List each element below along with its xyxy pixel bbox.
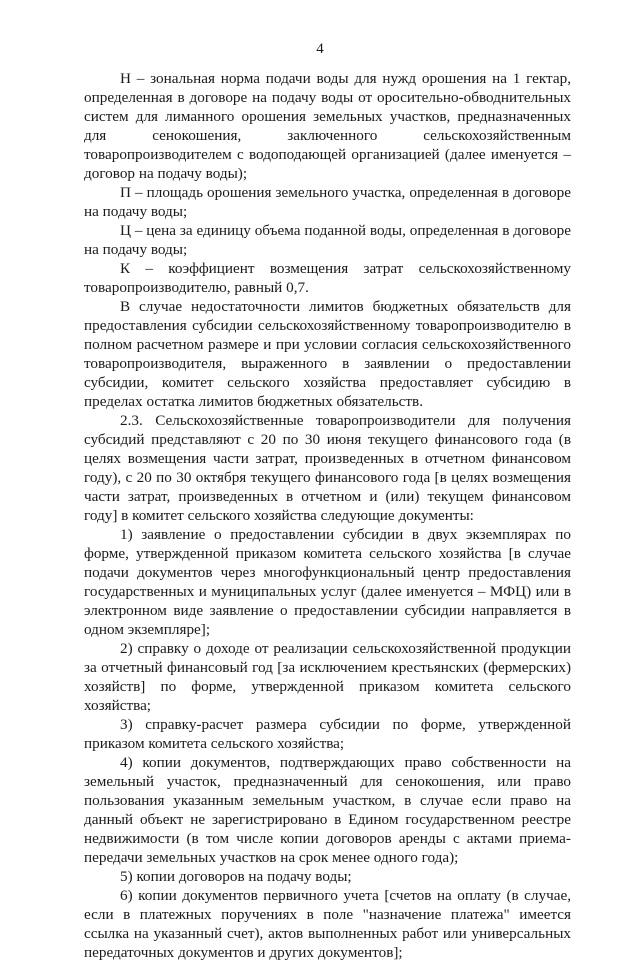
paragraph-definition-n: Н – зональная норма подачи воды для нужд орошения на 1 гектар, определенная в договоре на подачу воды от оросительно-обводнительных систем для лиманного орошения земельных участков, предназначенных для сенокошения, заключенного сельскохозяйственным товаропроизводителем с водоподающей организацией (далее именуется – договор на подачу воды);	[84, 70, 571, 182]
paragraph-definition-c: Ц – цена за единицу объема поданной воды, определенная в договоре на подачу воды;	[84, 222, 571, 258]
list-item-6: 6) копии документов первичного учета [счетов на оплату (в случае, если в платежных поручениях в поле "назначение платежа" имеется ссылка на указанный счет), актов выполненных работ или универсальных передаточных документов и других документов];	[84, 887, 571, 961]
document-body	[84, 69, 571, 962]
paragraph-definition-p: П – площадь орошения земельного участка, определенная в договоре на подачу воды;	[84, 184, 571, 220]
page-number: 4	[316, 41, 324, 57]
paragraph-definition-k: К – коэффициент возмещения затрат сельскохозяйственному товаропроизводителю, равный 0,7.	[84, 260, 571, 296]
list-item-3: 3) справку-расчет размера субсидии по форме, утвержденной приказом комитета сельского хозяйства;	[84, 716, 571, 752]
list-item-1: 1) заявление о предоставлении субсидии в двух экземплярах по форме, утвержденной приказом комитета сельского хозяйства [в случае подачи документов через многофункциональный центр предоставления государственных и муниципальных услуг (далее именуется – МФЦ) или в электронном виде заявление о предоставлении субсидии направляется в одном экземпляре];	[84, 526, 571, 638]
paragraph-section-2-3: 2.3. Сельскохозяйственные товаропроизводители для получения субсидий представляют с 20 по 30 июня текущего финансового года (в целях возмещения части затрат, произведенных в отчетном финансовом году), с 20 по 30 октября текущего финансового года [в целях возмещения части затрат, произведенных в отчетном и (или) текущем финансовом году] в комитет сельского хозяйства следующие документы:	[84, 412, 571, 524]
paragraph-budget-limits: В случае недостаточности лимитов бюджетных обязательств для предоставления субсидии сельскохозяйственному товаропроизводителю в полном расчетном размере и при условии согласия сельскохозяйственного товаропроизводителя, выраженного в заявлении о предоставлении субсидии, комитет сельского хозяйства предоставляет субсидию в пределах остатка лимитов бюджетных обязательств.	[84, 298, 571, 410]
list-item-2: 2) справку о доходе от реализации сельскохозяйственной продукции за отчетный финансовый год [за исключением крестьянских (фермерских) хозяйств] по форме, утвержденной приказом комитета сельского хозяйства;	[84, 640, 571, 714]
list-item-4: 4) копии документов, подтверждающих право собственности на земельный участок, предназначенный для сенокошения, или право пользования указанным земельным участком, в случае если право на данный объект не зарегистрировано в Едином государственном реестре недвижимости (в том числе копии договоров аренды с актами приема-передачи земельных участков на срок менее одного года);	[84, 754, 571, 866]
list-item-5: 5) копии договоров на подачу воды;	[120, 868, 352, 885]
